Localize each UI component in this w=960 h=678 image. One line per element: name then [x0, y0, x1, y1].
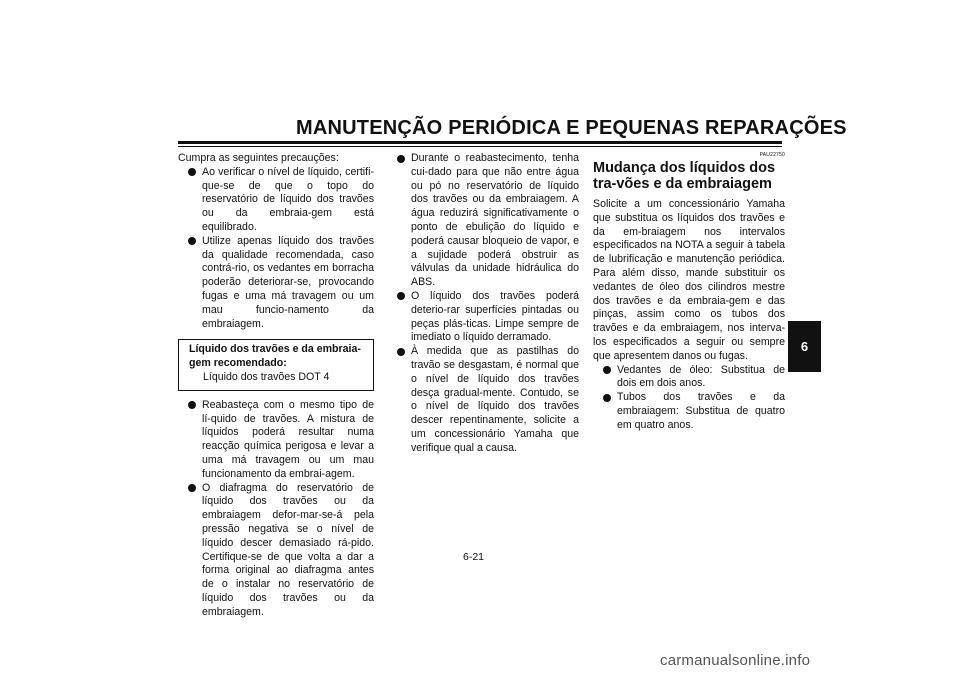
chapter-tab: 6 [788, 321, 821, 372]
list-item-text: Vedantes de óleo: Substitua de dois em dois anos. [617, 363, 785, 390]
column-right [593, 152, 785, 433]
header-rule-thick [178, 141, 782, 144]
replacement-list [593, 364, 785, 433]
list-item [178, 399, 374, 482]
section-title: Mudança dos líquidos dos tra-vões e da embraiagem [593, 160, 776, 192]
list-item [387, 152, 579, 290]
column-middle [387, 152, 579, 456]
page-title: MANUTENÇÃO PERIÓDICA E PEQUENAS REPARAÇÕES [296, 117, 847, 139]
precautions-list-a [178, 166, 374, 332]
list-item-text: Reabasteça com o mesmo tipo de lí-quido de travões. A mistura de líquidos poderá resultar numa reacção química perigosa e levar a uma má travagem ou um mau funcionamento da embrai-agem. [202, 398, 374, 480]
list-item [178, 166, 374, 235]
list-item [178, 482, 374, 620]
bullet-icon [188, 168, 196, 176]
note-box-value: Líquido dos travões DOT 4 [203, 370, 330, 383]
list-item [387, 290, 579, 345]
list-item-text: Tubos dos travões e da embraiagem: Substitua de quatro em quatro anos. [617, 391, 785, 431]
bullet-icon [188, 484, 196, 492]
recommended-fluid-box [178, 339, 374, 390]
list-item-text: Ao verificar o nível de líquido, certifi-que-se de que o topo do reservatório de líquido dos travões ou da embraia-gem está equilibrado. [202, 165, 374, 233]
list-item-text: Utilize apenas líquido dos travões da qualidade recomendada, caso contrá-rio, os vedantes em borracha poderão deteriorar-se, provocando fugas e uma má travagem ou um mau funcio-namento da embraiagem. [202, 234, 374, 330]
bullet-icon [603, 366, 611, 374]
list-item-text: O líquido dos travões poderá deterio-rar superfícies pintadas ou peças plás-ticas. Limpe sempre de imediato o líquido derramado. [411, 289, 579, 344]
list-item [178, 235, 374, 332]
reference-code: PAU22750 [759, 152, 785, 158]
bullet-icon [603, 394, 611, 402]
watermark-text: carmanualsonline.info [660, 652, 811, 669]
bullet-icon [188, 401, 196, 409]
page-number: 6-21 [463, 551, 485, 563]
precautions-list-b [178, 399, 374, 620]
list-item-text: À medida que as pastilhas do travão se desgastam, é normal que o nível de líquido dos travões desça gradual-mente. Contudo, se o nível de líquido dos travões descer repentinamente, solicite a um concessionário Yamaha que verifique qual a causa. [411, 345, 579, 454]
column-left [178, 152, 374, 620]
list-item [593, 364, 785, 392]
intro-text: Cumpra as seguintes precauções: [178, 152, 339, 164]
section-body: Solicite a um concessionário Yamaha que substitua os líquidos dos travões e da em-braiagem nos intervalos especificados na NOTA a seguir à tabela de lubrificação e manutenção periódica. Para além disso, mande substituir os vedantes de óleo dos cilindros mestre dos travões e da embraia-gem e das pinças, assim como os tubos dos travões e da embraiagem, nos interva-los especificados a seguir ou sempre que apresentem danos ou fugas. [593, 198, 785, 362]
list-item [387, 345, 579, 455]
list-item-text: Durante o reabastecimento, tenha cui-dado para que não entre água ou pó no reservatório de líquido dos travões ou da embraiagem. A água reduzirá significativamente o ponto de ebulição do líquido e poderá causar bloqueio de vapor, e a sujidade poderá obstruir as válvulas da unidade hidráulica do ABS. [411, 152, 579, 289]
bullet-icon [397, 155, 405, 163]
precautions-list-c [387, 152, 579, 456]
bullet-icon [188, 237, 196, 245]
bullet-icon [397, 292, 405, 300]
list-item-text: O diafragma do reservatório de líquido dos travões ou da embraiagem defor-mar-se-á pela pressão negativa se o nível de líquido descer demasiado rá-pido. Certifique-se de que volta a dar a forma original ao diafragma antes de o instalar no reservatório de líquido dos travões ou da embraiagem. [202, 481, 374, 618]
header-rule-thin [178, 146, 782, 147]
bullet-icon [397, 348, 405, 356]
list-item [593, 391, 785, 432]
note-box-title: Líquido dos travões e da embraia-gem recomendado: [189, 343, 361, 370]
